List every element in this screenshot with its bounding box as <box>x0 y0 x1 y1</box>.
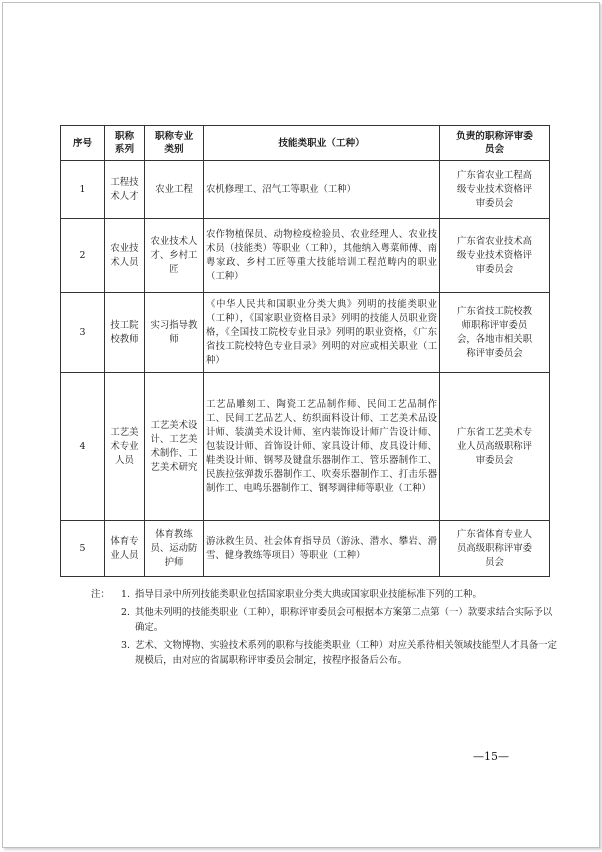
row-category: 体育教练 员、运动防 护师 <box>145 521 204 577</box>
header-occupations: 技能类职业（工种） <box>204 126 440 161</box>
row-series: 体育专 业人员 <box>105 521 145 577</box>
row-occupations: 《中华人民共和国职业分类大典》列明的技能类职业（工种），《国家职业资格目录》列明的技能人员职业资格，《全国技工院校专业目录》列明的职业资格，《广东省技工院校特色专业目录》列明的对应或相关职业（工种） <box>204 293 440 373</box>
notes-lead: 注： <box>91 589 110 600</box>
note-item <box>91 605 561 635</box>
note-text: 艺术、文物博物、实验技术系列的职称与技能类职业（工种）对应关系待相关领域技能型人才具备一定规模后，由对应的省属职称评审委员会制定，按程序报备后公布。 <box>135 640 557 666</box>
occupation-mapping-table <box>60 125 550 577</box>
note-text: 指导目录中所列技能类职业包括国家职业分类大典或国家职业技能标准下列的工种。 <box>135 589 482 600</box>
row-series: 农业技 术人员 <box>105 219 145 293</box>
note-number: 2. <box>121 607 130 618</box>
note-item <box>91 587 561 602</box>
table-notes <box>91 587 561 668</box>
row-category: 工艺美术设 计、工艺美 术制作、工 艺美术研究 <box>145 373 204 521</box>
note-text: 其他未列明的技能类职业（工种），职称评审委员会可根据本方案第二点第（一）款要求结合实际予以确定。 <box>135 607 553 633</box>
table-row <box>61 161 550 219</box>
header-committee: 负责的职称评审委 员会 <box>440 126 550 161</box>
table-row <box>61 293 550 373</box>
row-category: 农业技术人 才、乡村工 匠 <box>145 219 204 293</box>
header-category: 职称专业 类别 <box>145 126 204 161</box>
row-occupations: 工艺品雕刻工、陶瓷工艺品制作师、民间工艺品制作工、民间工艺品艺人、纺织面料设计师、工艺美术品设计师、装潢美术设计师、室内装饰设计师广告设计师、包装设计师、首饰设计师、家具设计师、皮具设计师、鞋类设计师、钢琴及键盘乐器制作工、管乐器制作工、民族拉弦弹拨乐器制作工、吹奏乐器制作工、打击乐器制作工、电鸣乐器制作工、钢琴调律师等职业（工种） <box>204 373 440 521</box>
header-seq: 序号 <box>61 126 105 161</box>
table-row <box>61 373 550 521</box>
row-occupations: 农作物植保员、动物检疫检验员、农业经理人、农业技术员（技能类）等职业（工种），其他纳入粤菜师傅、南粤家政、乡村工匠等重大技能培训工程范畴内的职业（工种） <box>204 219 440 293</box>
document-page <box>2 2 600 848</box>
table-row <box>61 521 550 577</box>
page-number: —15— <box>473 750 509 763</box>
row-no: 5 <box>61 521 105 577</box>
table-header-row <box>61 126 550 161</box>
note-number: 3. <box>121 640 130 651</box>
row-committee: 广东省体育专业人 员高级职称评审委 员会 <box>440 521 550 577</box>
row-committee: 广东省技工院校教 师职称评审委员 会，各地市相关职 称评审委员会 <box>440 293 550 373</box>
note-item <box>91 638 561 668</box>
row-committee: 广东省农业工程高 级专业技术资格评 审委员会 <box>440 161 550 219</box>
note-number: 1. <box>121 589 130 600</box>
row-occupations: 农机修理工、沼气工等职业（工种） <box>204 161 440 219</box>
table-row <box>61 219 550 293</box>
row-committee: 广东省农业技术高 级专业技术资格评 审委员会 <box>440 219 550 293</box>
row-series: 技工院 校教师 <box>105 293 145 373</box>
row-no: 4 <box>61 373 105 521</box>
row-occupations: 游泳救生员、社会体育指导员（游泳、潜水、攀岩、滑雪、健身教练等项目）等职业（工种） <box>204 521 440 577</box>
header-series: 职称 系列 <box>105 126 145 161</box>
row-no: 2 <box>61 219 105 293</box>
row-series: 工艺美 术专业 人员 <box>105 373 145 521</box>
row-committee: 广东省工艺美术专 业人员高级职称评 审委员会 <box>440 373 550 521</box>
row-series: 工程技 术人才 <box>105 161 145 219</box>
row-category: 实习指导教 师 <box>145 293 204 373</box>
row-no: 1 <box>61 161 105 219</box>
row-no: 3 <box>61 293 105 373</box>
row-category: 农业工程 <box>145 161 204 219</box>
